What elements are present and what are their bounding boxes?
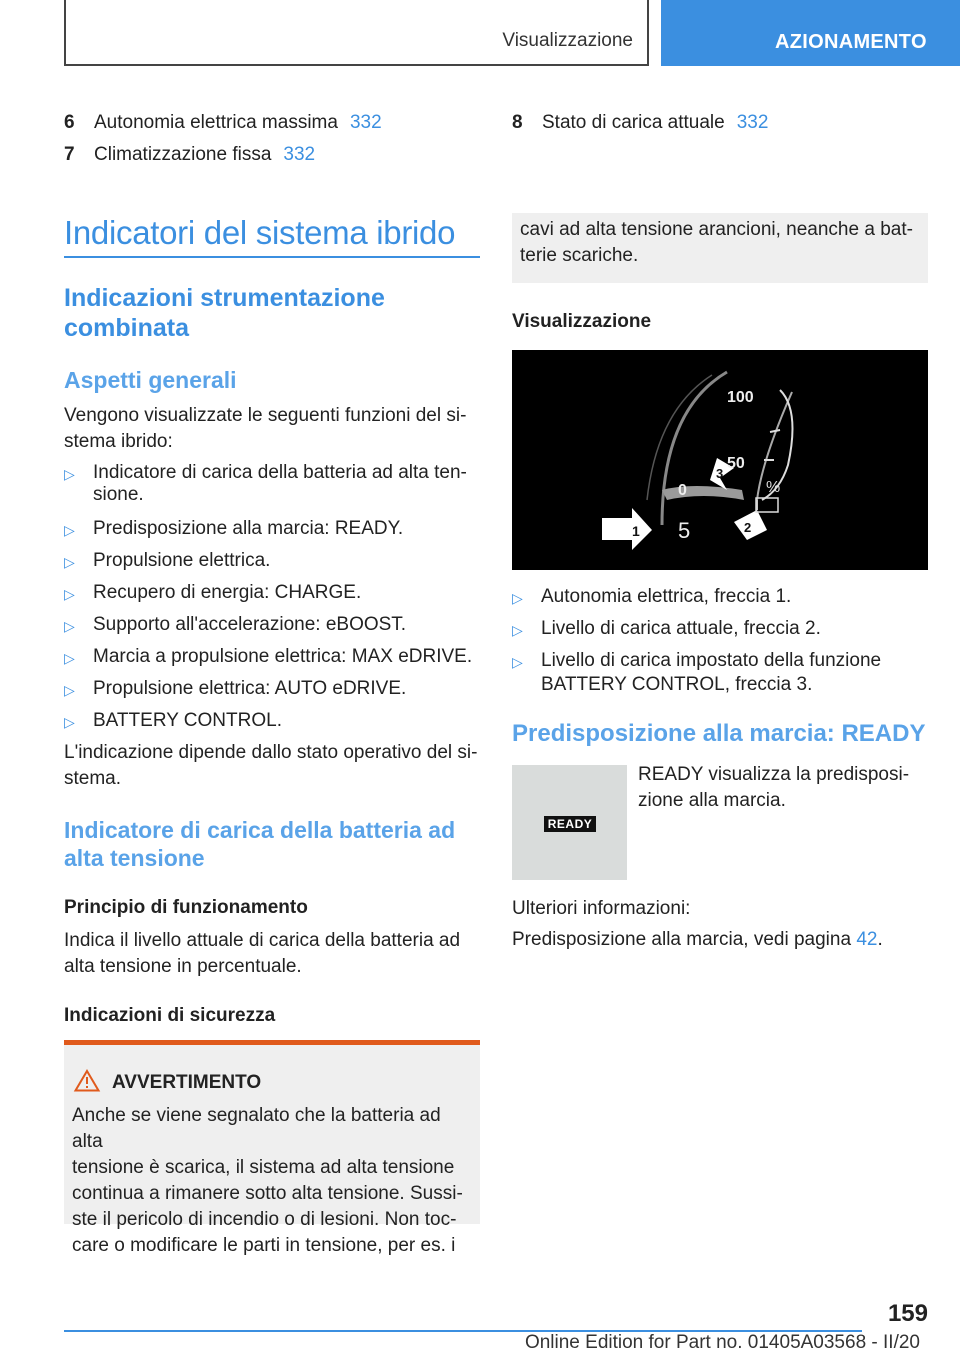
subsection-heading: Indicazioni strumentazione combinata	[64, 284, 385, 342]
page-ref-link[interactable]: 332	[736, 112, 769, 133]
intro-line-1: Vengono visualizzate le seguenti funzioni del si-	[64, 405, 467, 426]
item-text: Stato di carica attuale	[542, 112, 725, 133]
list-item	[64, 516, 403, 542]
bullet-triangle-icon: ▷	[64, 618, 75, 634]
outro-line-2: stema.	[64, 768, 122, 789]
bullet-text: Marcia a propulsione elettrica: MAX eDRIVE.	[93, 646, 473, 667]
arrow-1-label: 1	[632, 523, 640, 539]
warning-box	[64, 1040, 480, 1256]
gauge-label-0: 0	[678, 482, 687, 499]
header-chapter-tab[interactable]	[661, 0, 960, 66]
list-item	[64, 708, 282, 734]
page-number: 159	[887, 1300, 928, 1327]
list-item	[512, 616, 821, 642]
safety-heading: Indicazioni di sicurezza	[64, 1005, 276, 1026]
bullet-text: Propulsione elettrica.	[93, 550, 271, 571]
list-item	[64, 644, 472, 670]
page-ref-link[interactable]: 42	[856, 929, 878, 950]
bullet-text: Propulsione elettrica: AUTO eDRIVE.	[93, 678, 407, 699]
ready-line-2: zione alla marcia.	[638, 790, 786, 811]
warning-title: AVVERTIMENTO	[112, 1072, 262, 1093]
list-item	[64, 612, 406, 638]
footer-edition: Online Edition for Part no. 01405A03568 - II/20	[524, 1332, 920, 1353]
arrow-3-label: 3	[716, 466, 724, 481]
bullet-text: Livello di carica impostato della funzione	[541, 650, 882, 671]
bullet-text: Indicatore di carica della batteria ad alta ten-	[93, 462, 467, 483]
warning-line: care o modificare le parti in tensione, per es. i	[72, 1235, 456, 1256]
warning-continued-box	[512, 213, 928, 283]
range-value: 5	[678, 518, 691, 543]
bullet-triangle-icon: ▷	[64, 466, 75, 482]
warning-line: continua a rimanere sotto alta tensione. Sussi-	[72, 1183, 463, 1204]
general-heading: Aspetti generali	[64, 367, 237, 393]
gauge-illustration	[512, 350, 928, 570]
continued-line-1: cavi ad alta tensione arancioni, neanche a bat-	[520, 219, 913, 240]
see-page-end: .	[877, 929, 883, 950]
outro-line-1: L'indicazione dipende dallo stato operativo del si-	[64, 742, 478, 763]
warning-line: ste il pericolo di incendio o di lesioni. Non toc-	[72, 1209, 457, 1230]
bullet-triangle-icon: ▷	[512, 654, 523, 670]
header-section-title: Visualizzazione	[502, 30, 633, 51]
bullet-triangle-icon: ▷	[512, 622, 523, 638]
warning-text	[72, 1103, 476, 1259]
bullet-text: Supporto all'accelerazione: eBOOST.	[93, 614, 407, 635]
see-page-text: Predisposizione alla marcia, vedi pagina	[512, 929, 852, 950]
header-section-box	[64, 0, 649, 66]
bullet-triangle-icon: ▷	[512, 590, 523, 606]
item-text: Climatizzazione fissa	[94, 144, 272, 165]
arrow-1-shape	[602, 508, 652, 550]
list-item	[64, 676, 406, 702]
item-text: Autonomia elettrica massima	[94, 112, 338, 133]
battery-icon	[756, 498, 778, 512]
list-item-cont	[64, 482, 144, 508]
list-item-7	[64, 144, 315, 166]
list-item-8	[512, 112, 768, 134]
principle-line-1: Indica il livello attuale di carica della batteria ad	[64, 930, 461, 951]
dashboard-gauge-image	[512, 350, 928, 570]
bullet-triangle-icon: ▷	[64, 714, 75, 730]
bullet-triangle-icon: ▷	[64, 522, 75, 538]
intro-line-2: stema ibrido:	[64, 431, 173, 452]
bullet-triangle-icon: ▷	[64, 650, 75, 666]
bullet-text: Recupero di energia: CHARGE.	[93, 582, 362, 603]
gauge-label-100: 100	[727, 389, 754, 406]
section-heading: Indicatori del sistema ibrido	[64, 214, 456, 251]
ready-heading: Predisposizione alla marcia: READY	[512, 720, 926, 747]
page-ref-link[interactable]: 332	[349, 112, 382, 133]
bullet-text: sione.	[93, 484, 144, 505]
bullet-text: Livello di carica attuale, freccia 2.	[541, 618, 821, 639]
bullet-text: BATTERY CONTROL, freccia 3.	[541, 674, 813, 695]
item-number: 6	[64, 112, 75, 133]
more-info-label: Ulteriori informazioni:	[512, 898, 691, 919]
item-number: 8	[512, 112, 523, 133]
list-item	[512, 584, 791, 610]
battery-heading-line-1: Indicatore di carica della batteria ad	[64, 817, 456, 843]
principle-heading: Principio di funzionamento	[64, 897, 308, 918]
list-item	[64, 580, 361, 606]
bullet-triangle-icon: ▷	[64, 682, 75, 698]
list-item-6	[64, 112, 382, 134]
ready-badge: READY	[544, 816, 596, 832]
list-item-cont	[512, 672, 812, 698]
ready-indicator-image	[512, 765, 627, 880]
warning-triangle-icon	[74, 1069, 100, 1092]
display-heading: Visualizzazione	[512, 311, 652, 332]
gauge-label-50: 50	[727, 455, 745, 472]
ready-line-1: READY visualizza la predisposi-	[638, 764, 910, 785]
principle-line-2: alta tensione in percentuale.	[64, 956, 302, 977]
bullet-triangle-icon: ▷	[64, 586, 75, 602]
warning-line: Anche se viene segnalato che la batteria ad alta	[72, 1105, 441, 1152]
bullet-text: Predisposizione alla marcia: READY.	[93, 518, 404, 539]
see-page-line	[512, 927, 883, 953]
battery-heading-line-2: alta tensione	[64, 845, 205, 871]
list-item	[64, 548, 270, 574]
heading-rule	[64, 256, 480, 258]
warning-line: tensione è scarica, il sistema ad alta tensione	[72, 1157, 455, 1178]
bullet-triangle-icon: ▷	[64, 554, 75, 570]
list-item	[512, 648, 881, 674]
percent-sign: %	[766, 479, 781, 496]
arrow-2-label: 2	[744, 520, 752, 535]
bullet-text: BATTERY CONTROL.	[93, 710, 282, 731]
header-chapter-label: AZIONAMENTO	[775, 31, 927, 53]
page-ref-link[interactable]: 332	[283, 144, 316, 165]
item-number: 7	[64, 144, 75, 165]
continued-line-2: terie scariche.	[520, 245, 639, 266]
bullet-text: Autonomia elettrica, freccia 1.	[541, 586, 792, 607]
